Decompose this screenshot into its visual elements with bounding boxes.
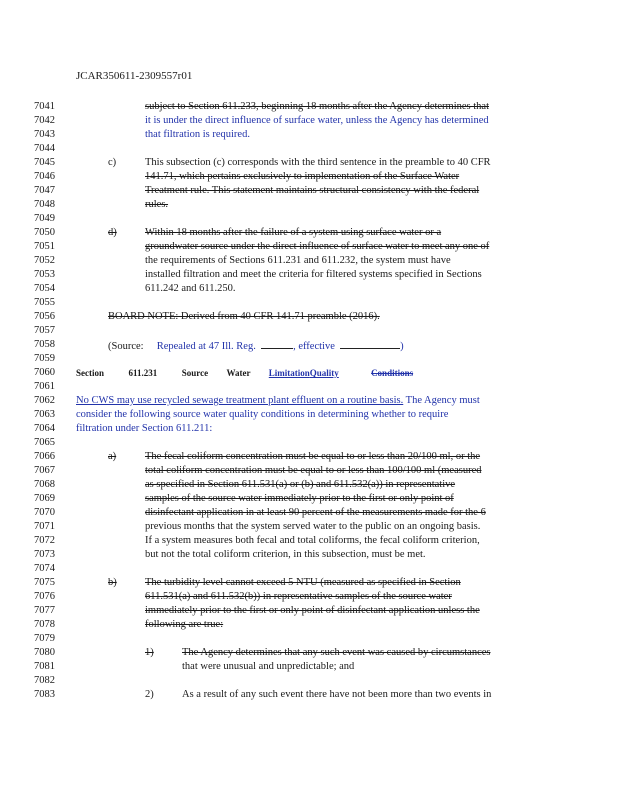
line-number: 7046 <box>34 171 55 182</box>
line-number: 7062 <box>34 395 55 406</box>
heading-number: 611.231 <box>128 368 158 378</box>
line-number: 7066 <box>34 451 55 462</box>
text-line: installed filtration and meet the criteria for filtered systems specified in Sections <box>145 269 482 280</box>
text-line: Within 18 months after the failure of a system using surface water or a <box>145 227 442 238</box>
line-number: 7053 <box>34 269 55 280</box>
text-line <box>76 395 480 406</box>
line-number: 7052 <box>34 255 55 266</box>
subsection-label: 1) <box>145 647 154 658</box>
line-number: 7047 <box>34 185 55 196</box>
line-number: 7078 <box>34 619 55 630</box>
line-number: 7072 <box>34 535 55 546</box>
line-number: 7045 <box>34 157 55 168</box>
board-note: BOARD NOTE: Derived from 40 CFR 141.71 preamble (2016). <box>108 311 380 322</box>
text-line: subject to Section 611.233, beginning 18 months after the Agency determines that <box>145 101 489 112</box>
subsection-label: a) <box>108 451 117 462</box>
text-line: following are true: <box>145 619 224 630</box>
text-line: samples of the source water immediately prior to the first or only point of <box>145 493 454 504</box>
line-number: 7074 <box>34 563 55 574</box>
line-number: 7071 <box>34 521 55 532</box>
subsection-label: c) <box>108 157 117 168</box>
text-line: This subsection (c) corresponds with the third sentence in the preamble to 40 CFR <box>145 157 491 168</box>
line-number: 7080 <box>34 647 55 658</box>
line-number: 7067 <box>34 465 55 476</box>
text-line: that filtration is required. <box>145 129 250 140</box>
line-number: 7043 <box>34 129 55 140</box>
text-line: groundwater source under the direct influence of surface water to meet any one of <box>145 241 490 252</box>
heading-old-word: Conditions <box>371 368 414 378</box>
effective-text: , effective <box>293 341 335 352</box>
section-heading <box>76 368 413 378</box>
line-number: 7060 <box>34 367 55 378</box>
text-line: previous months that the system served water to the public on an ongoing basis. <box>145 521 481 532</box>
text-line: filtration under Section 611.211: <box>76 423 213 434</box>
line-number: 7048 <box>34 199 55 210</box>
line-number: 7049 <box>34 213 55 224</box>
line-number: 7075 <box>34 577 55 588</box>
line-number: 7050 <box>34 227 55 238</box>
text-line: If a system measures both fecal and total coliforms, the fecal coliform criterion, <box>145 535 480 546</box>
text-line: immediately prior to the first or only point of disinfectant application unless the <box>145 605 480 616</box>
line-number: 7064 <box>34 423 55 434</box>
line-number: 7051 <box>34 241 55 252</box>
line-number: 7044 <box>34 143 55 154</box>
line-number: 7083 <box>34 689 55 700</box>
line-number: 7042 <box>34 115 55 126</box>
text-line: as specified in Section 611.531(a) or (b) and 611.532(a)) in representative <box>145 479 456 490</box>
text-line: 141.71, which pertains exclusively to implementation of the Surface Water <box>145 171 460 182</box>
text-line: the requirements of Sections 611.231 and 611.232, the system must have <box>145 255 451 266</box>
repealed-text: Repealed at 47 Ill. Reg. <box>156 341 256 352</box>
text-line: rules. <box>145 199 169 210</box>
text-line: 611.242 and 611.250. <box>145 283 236 294</box>
line-number: 7054 <box>34 283 55 294</box>
line-number: 7056 <box>34 311 55 322</box>
line-number: 7041 <box>34 101 55 112</box>
text-segment: The Agency must <box>403 395 480 406</box>
heading-source: Source <box>181 368 209 378</box>
subsection-label: b) <box>108 577 117 588</box>
text-line: it is under the direct influence of surface water, unless the Agency has determined <box>145 115 489 126</box>
source-close: ) <box>400 341 404 352</box>
line-number: 7057 <box>34 325 55 336</box>
line-number: 7073 <box>34 549 55 560</box>
text-line: total coliform concentration must be equal to or less than 100/100 ml (measured <box>145 465 482 476</box>
text-line: The Agency determines that any such event was caused by circumstances <box>182 647 491 658</box>
heading-new-word: Limitation <box>268 368 310 378</box>
source-note <box>108 339 404 352</box>
line-number: 7059 <box>34 353 55 364</box>
line-number: 7070 <box>34 507 55 518</box>
text-line: that were unusual and unpredictable; and <box>182 661 355 672</box>
line-number: 7063 <box>34 409 55 420</box>
heading-section: Section <box>76 368 104 378</box>
line-number: 7055 <box>34 297 55 308</box>
line-number: 7069 <box>34 493 55 504</box>
text-line: consider the following source water quality conditions in determining whether to require <box>76 409 449 420</box>
text-line: As a result of any such event there have not been more than two events in <box>182 689 492 700</box>
text-line: Treatment rule. This statement maintains structural consistency with the federal <box>145 185 480 196</box>
line-number: 7076 <box>34 591 55 602</box>
subsection-label: 2) <box>145 689 154 700</box>
line-number: 7079 <box>34 633 55 644</box>
effective-date-blank <box>340 339 400 349</box>
register-blank <box>261 339 293 349</box>
line-number: 7068 <box>34 479 55 490</box>
line-number: 7065 <box>34 437 55 448</box>
subsection-label: d) <box>108 227 117 238</box>
line-number: 7081 <box>34 661 55 672</box>
text-line: The turbidity level cannot exceed 5 NTU (measured as specified in Section <box>145 577 461 588</box>
line-number: 7077 <box>34 605 55 616</box>
document-id: JCAR350611-2309557r01 <box>76 70 193 82</box>
heading-quality: Quality <box>309 368 339 378</box>
text-line: disinfectant application in at least 90 percent of the measurements made for the 6 <box>145 507 486 518</box>
new-text: No CWS may use recycled sewage treatment plant effluent on a routine basis. <box>76 395 404 406</box>
line-number: 7082 <box>34 675 55 686</box>
source-prefix: (Source: <box>108 341 144 352</box>
line-number: 7061 <box>34 381 55 392</box>
text-line: The fecal coliform concentration must be equal to or less than 20/100 ml, or the <box>145 451 481 462</box>
heading-water: Water <box>226 368 251 378</box>
text-line: 611.531(a) and 611.532(b)) in representative samples of the source water <box>145 591 452 602</box>
line-number: 7058 <box>34 339 55 350</box>
text-line: but not the total coliform criterion, in this subsection, must be met. <box>145 549 426 560</box>
